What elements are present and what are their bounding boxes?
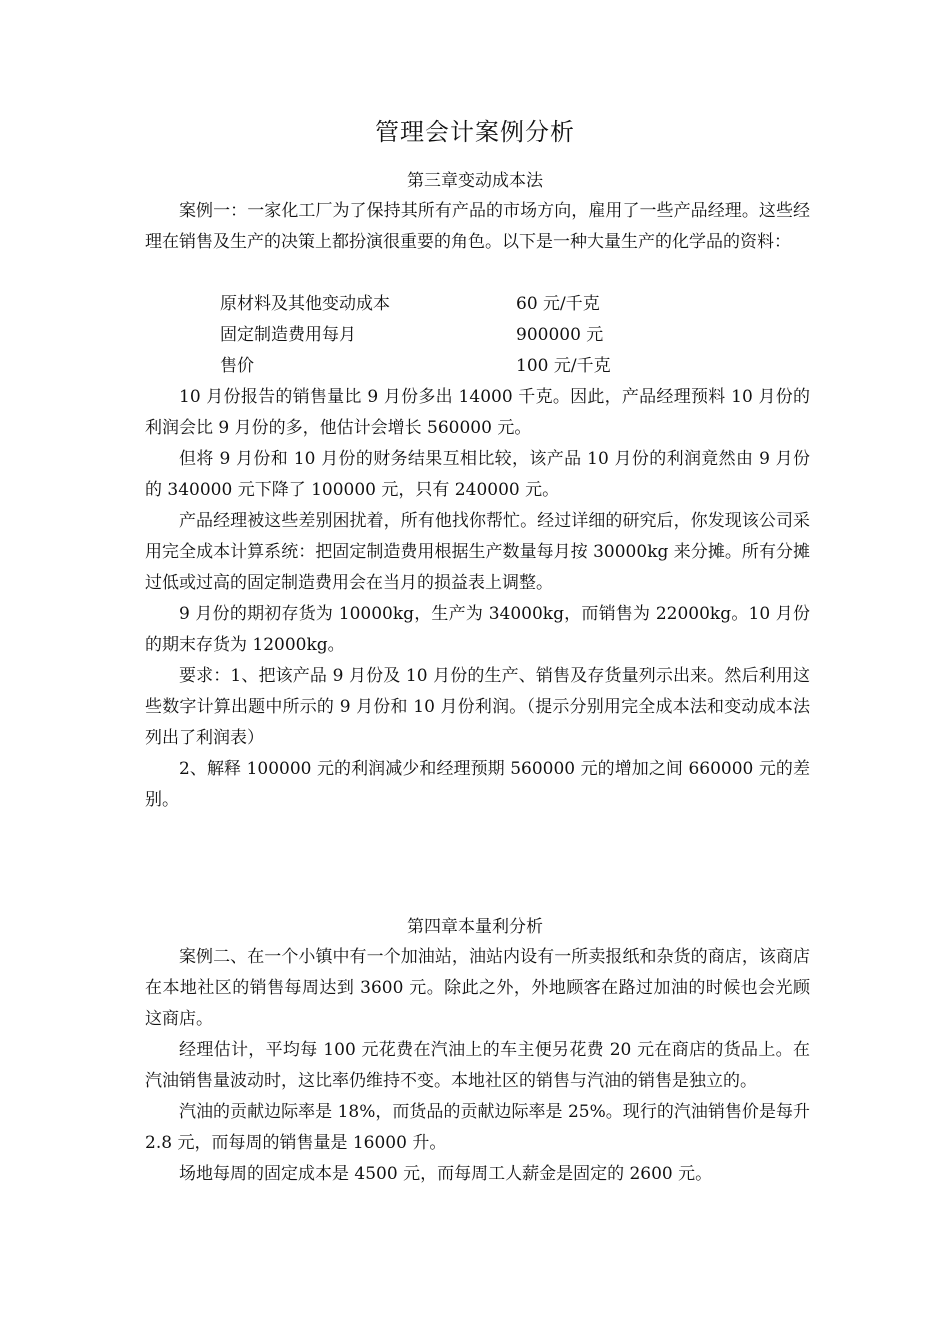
case-1-intro-block <box>145 196 810 258</box>
chemical-data-table <box>220 289 720 382</box>
spec-value: 900000 元 <box>516 325 604 345</box>
spec-row-price <box>220 351 720 382</box>
case-1-requirement-2: 2、解释 100000 元的利润减少和经理预期 560000 元的增加之间 660000 元的差别。 <box>145 759 810 810</box>
case-2-paragraph: 经理估计，平均每 100 元花费在汽油上的车主便另花费 20 元在商店的货品上。在汽油销售量波动时，这比率仍维持不变。本地社区的销售与汽油的销售是独立的。 <box>145 1040 810 1091</box>
spec-label: 售价 <box>220 356 254 376</box>
case-1-paragraph: 产品经理被这些差别困扰着，所有他找你帮忙。经过详细的研究后，你发现该公司采用完全成本计算系统：把固定制造费用根据生产数量每月按 30000kg 来分摊。所有分摊过低或过高的固定制造费用会在当月的损益表上调整。 <box>145 511 810 593</box>
spec-row-fixed-cost <box>220 320 720 351</box>
case-1-paragraph: 但将 9 月份和 10 月份的财务结果互相比较，该产品 10 月份的利润竟然由 9 月份的 340000 元下降了 100000 元，只有 240000 元。 <box>145 449 810 500</box>
case-2-block <box>145 942 810 1190</box>
spec-label: 固定制造费用每月 <box>220 325 356 345</box>
spec-label: 原材料及其他变动成本 <box>220 294 390 314</box>
case-2-paragraph: 汽油的贡献边际率是 18%，而货品的贡献边际率是 25%。现行的汽油销售价是每升 2.8 元，而每周的销售量是 16000 升。 <box>145 1102 810 1153</box>
case-1-paragraph: 9 月份的期初存货为 10000kg，生产为 34000kg，而销售为 22000kg。10 月份的期末存货为 12000kg。 <box>145 604 810 655</box>
case-1-requirement-1: 要求：1、把该产品 9 月份及 10 月份的生产、销售及存货量列示出来。然后利用这些数字计算出题中所示的 9 月份和 10 月份利润。（提示分别用完全成本法和变动成本法列出了利润表） <box>145 666 810 748</box>
case-1-paragraph: 10 月份报告的销售量比 9 月份多出 14000 千克。因此，产品经理预料 10 月份的利润会比 9 月份的多，他估计会增长 560000 元。 <box>145 387 810 438</box>
spec-row-variable-cost <box>220 289 720 320</box>
case-2-paragraph: 场地每周的固定成本是 4500 元，而每周工人薪金是固定的 2600 元。 <box>179 1164 713 1184</box>
spec-value: 100 元/千克 <box>516 356 611 376</box>
case-1-intro-paragraph: 案例一：一家化工厂为了保持其所有产品的市场方向，雇用了一些产品经理。这些经理在销售及生产的决策上都扮演很重要的角色。以下是一种大量生产的化学品的资料： <box>145 201 810 252</box>
case-2-paragraph: 案例二、在一个小镇中有一个加油站，油站内设有一所卖报纸和杂货的商店，该商店在本地社区的销售每周达到 3600 元。除此之外，外地顾客在路过加油的时候也会光顾这商店。 <box>145 947 810 1029</box>
case-1-body-block <box>145 382 810 816</box>
document-title: 管理会计案例分析 <box>375 118 575 146</box>
spec-value: 60 元/千克 <box>516 294 600 314</box>
chapter-3-heading: 第三章变动成本法 <box>407 171 543 191</box>
chapter-4-heading: 第四章本量利分析 <box>407 917 543 937</box>
